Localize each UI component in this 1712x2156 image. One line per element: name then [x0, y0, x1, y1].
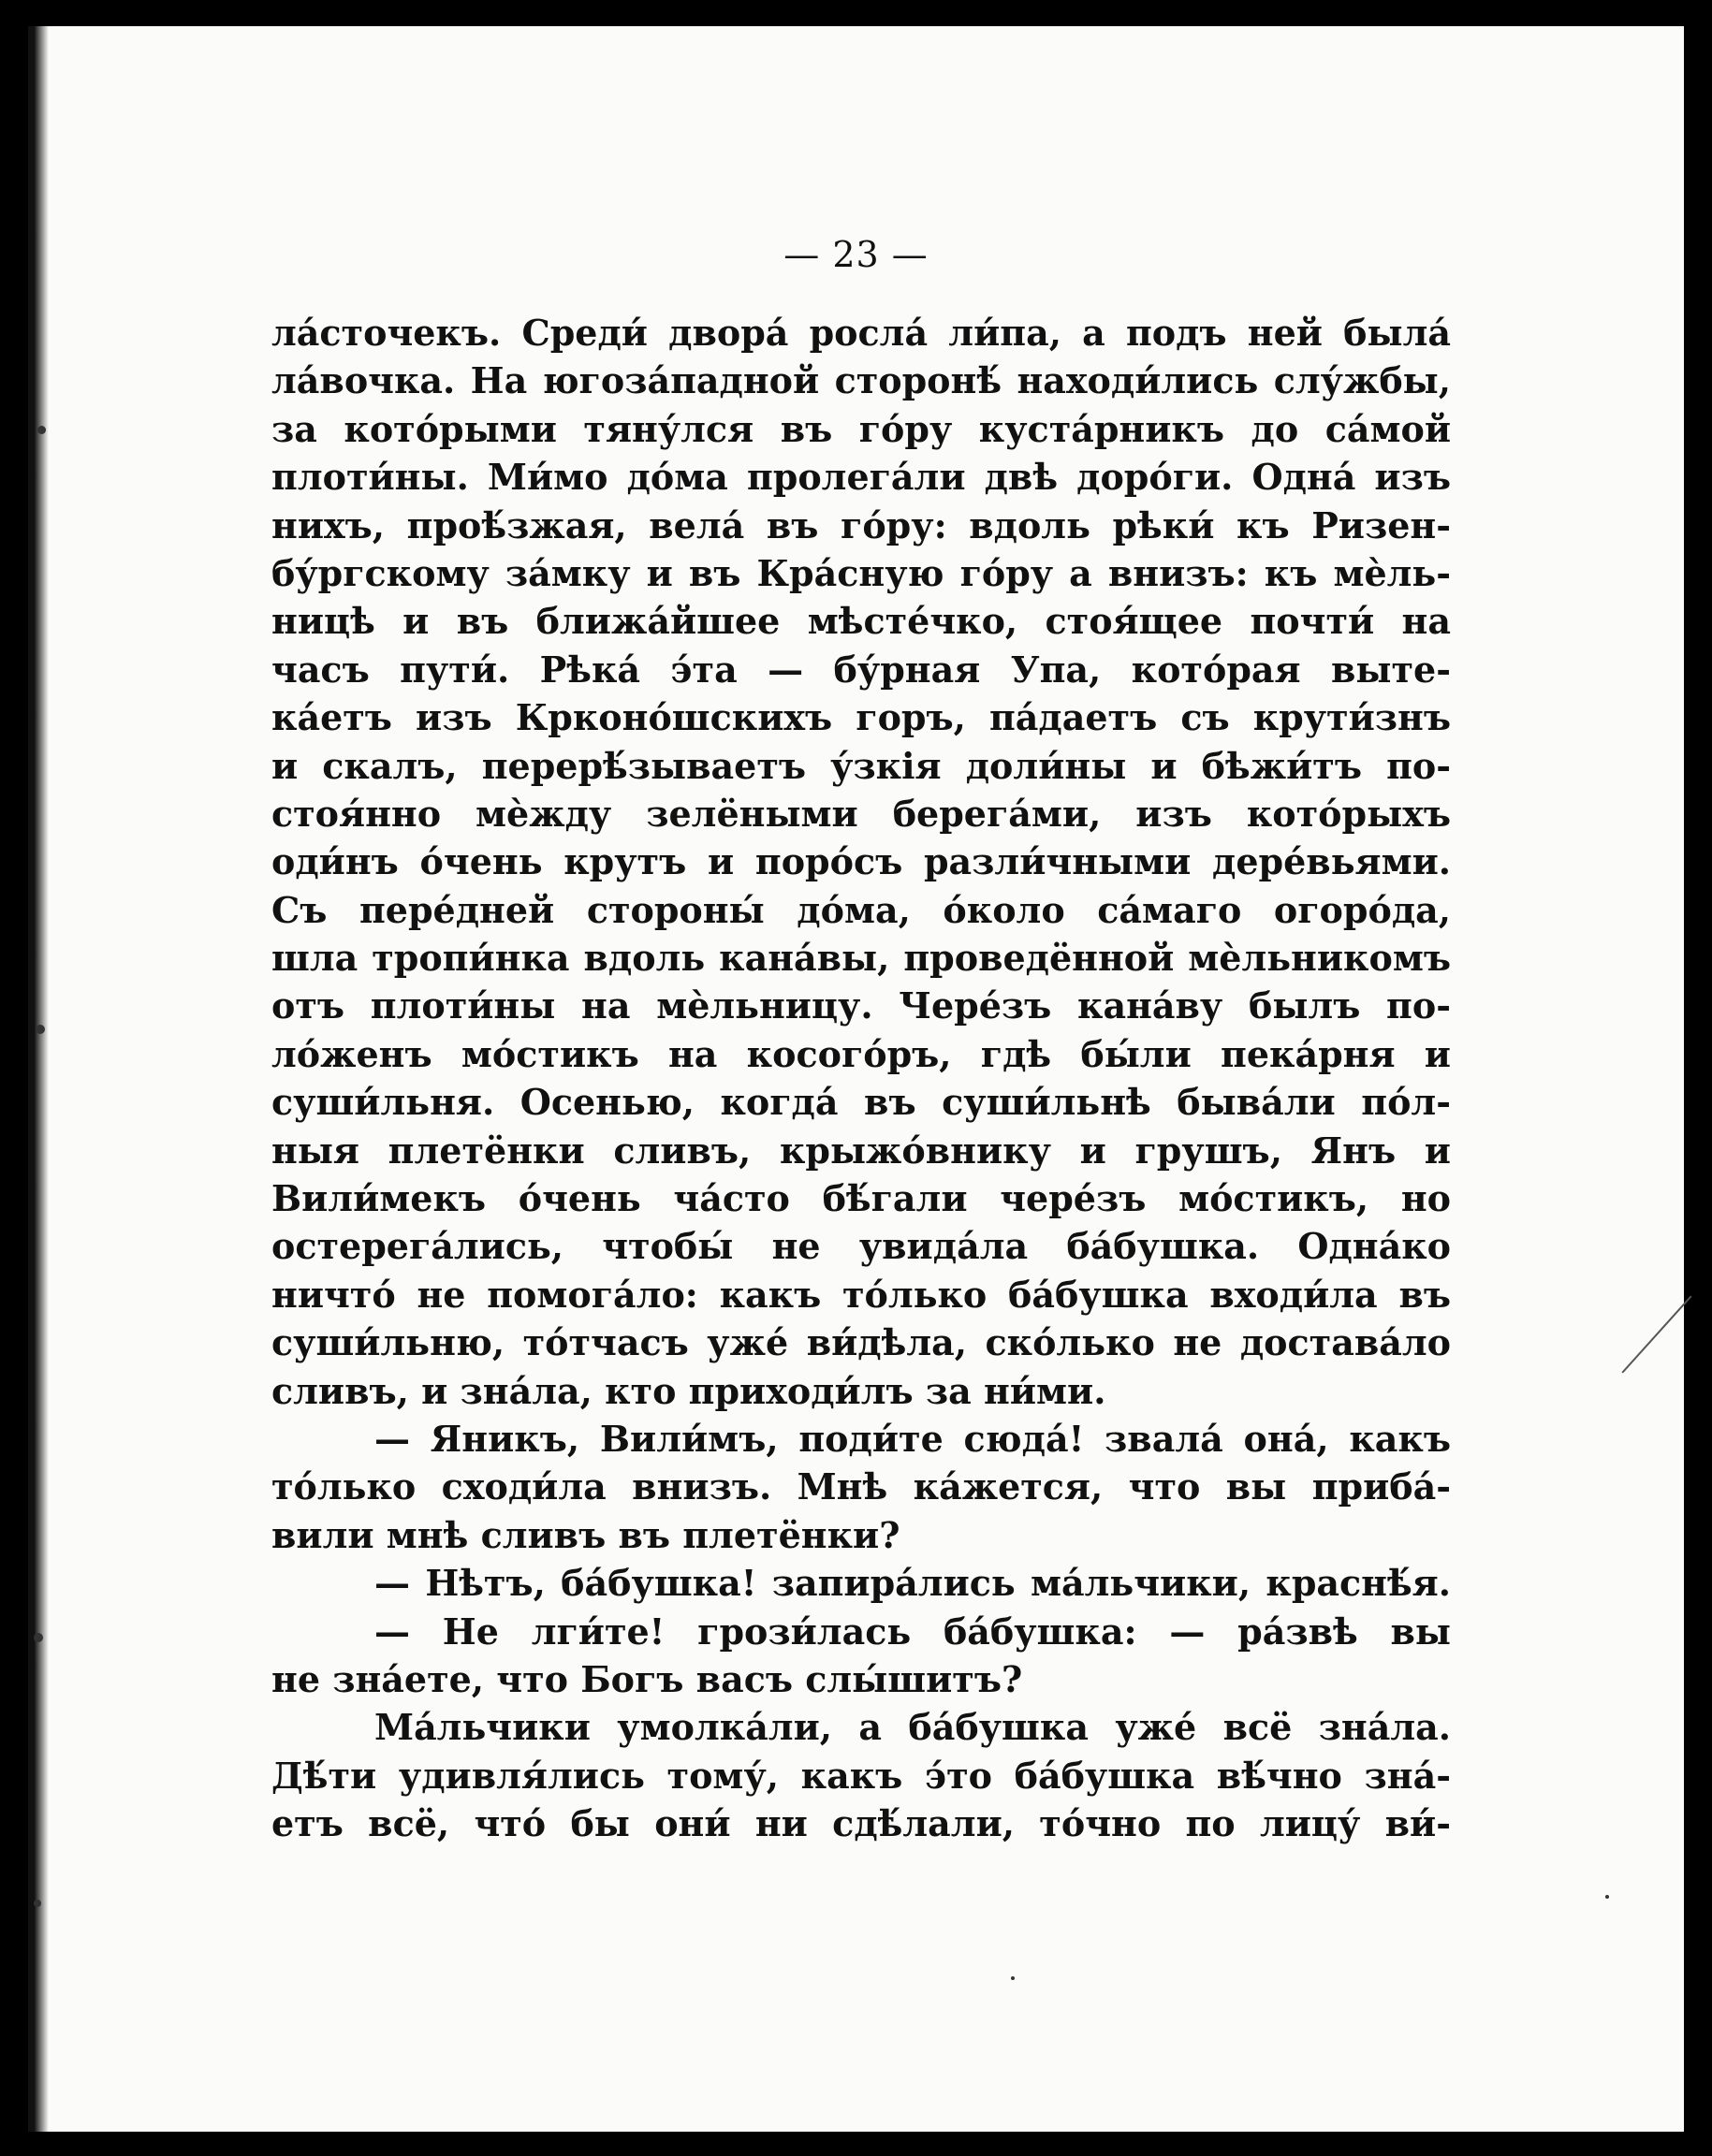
- spine-mark: [30, 1029, 34, 1142]
- text-line: часъ пути́. Рѣка́ э́та — бу́рная Упа, кото́рая выте-: [271, 648, 1451, 691]
- text-line: Вили́мекъ о́чень ча́сто бѣ́гали чере́зъ мо́стикъ, но: [271, 1177, 1451, 1220]
- scan-speck: [34, 1633, 43, 1642]
- text-line: суши́льня. Осенью, когда́ въ суши́льнѣ быва́ли по́л-: [271, 1081, 1451, 1124]
- scan-speck: [36, 1025, 45, 1034]
- text-line: шла тропи́нка вдоль кана́вы, проведённой мѐльникомъ: [271, 937, 1451, 980]
- text-line: оди́нъ о́чень крутъ и поро́съ разли́чными дере́вьями.: [271, 840, 1451, 883]
- text-line: остерега́лись, чтобы́ не увида́ла ба́бушка. Одна́ко: [271, 1225, 1451, 1268]
- scan-speck: [34, 1900, 41, 1907]
- text-line: Дѣ́ти удивля́лись тому́, какъ э́то ба́бушка вѣ́чно зна́-: [271, 1754, 1451, 1797]
- scan-right-border: [1684, 0, 1712, 2156]
- body-text: [271, 309, 1451, 1848]
- scan-bottom-border: [0, 2132, 1712, 2156]
- text-line: ницѣ и въ ближа́йшее мѣсте́чко, стоя́щее почти́ на: [271, 600, 1451, 643]
- spine-mark: [30, 197, 34, 412]
- scan-speck: [1011, 1976, 1015, 1980]
- text-line: отъ плоти́ны на мѐльницу. Чере́зъ кана́ву былъ по-: [271, 984, 1451, 1027]
- text-line: вили мнѣ сливъ въ плетёнки?: [271, 1513, 900, 1556]
- scan-top-border: [0, 0, 1712, 26]
- text-line: не зна́ете, что Богъ васъ слы́шитъ?: [271, 1657, 1023, 1700]
- scan-speck: [1605, 1895, 1609, 1899]
- text-line: стоя́нно мѐжду зелёными берега́ми, изъ кото́рыхъ: [271, 792, 1451, 835]
- page-number: — 23 —: [783, 234, 929, 275]
- text-line: и скалъ, перерѣ́зываетъ у́зкія доли́ны и бѣжи́тъ по-: [271, 744, 1451, 787]
- text-line: ла́сточекъ. Среди́ двора́ росла́ ли́па, а подъ ней была́: [271, 312, 1451, 354]
- text-line: ничто́ не помога́ло: какъ то́лько ба́бушка входи́ла въ: [271, 1273, 1451, 1316]
- text-line: Ма́льчики умолка́ли, а ба́бушка уже́ всё зна́ла.: [374, 1706, 1451, 1749]
- text-line: ка́етъ изъ Крконо́шскихъ горъ, па́даетъ съ крути́знъ: [271, 696, 1451, 739]
- spine-mark: [30, 1160, 34, 1610]
- text-line: за кото́рыми тяну́лся въ го́ру куста́рникъ до са́мой: [271, 407, 1451, 450]
- text-line: то́лько сходи́ла внизъ. Мнѣ ка́жется, что вы приба́-: [271, 1465, 1451, 1508]
- spine-mark: [30, 1918, 34, 1956]
- spine-mark: [30, 426, 34, 1006]
- text-line: плоти́ны. Ми́мо до́ма пролега́ли двѣ доро́ги. Одна́ изъ: [271, 456, 1451, 499]
- text-line: нихъ, проѣ́зжая, вела́ въ го́ру: вдоль рѣки́ къ Ризен-: [271, 503, 1451, 546]
- text-line: бу́ргскому за́мку и въ Кра́сную го́ру а внизъ: къ мѐль-: [271, 551, 1451, 594]
- scan-speck: [37, 426, 46, 434]
- text-line: ла́вочка. На югоза́падной сторонѣ́ находи́лись слу́жбы,: [271, 359, 1451, 402]
- text-line: — Яникъ, Вили́мъ, поди́те сюда́! звала́ она́, какъ: [374, 1417, 1451, 1460]
- text-line: — Нѣтъ, ба́бушка! запира́лись ма́льчики, краснѣ́я.: [374, 1562, 1451, 1605]
- text-line: ло́женъ мо́стикъ на косого́ръ, гдѣ бы́ли пека́рня и: [271, 1032, 1451, 1075]
- spine-mark: [30, 1647, 34, 1909]
- text-line: сливъ, и зна́ла, кто приходи́лъ за ни́ми.: [271, 1369, 1106, 1412]
- text-line: ныя плетёнки сливъ, крыжо́внику и грушъ, Янъ и: [271, 1129, 1451, 1172]
- text-line: суши́льню, то́тчасъ уже́ ви́дѣла, ско́лько не достава́ло: [271, 1321, 1451, 1364]
- text-line: Съ пере́дней стороны́ до́ма, о́коло са́маго огоро́да,: [271, 888, 1451, 931]
- spine-mark: [30, 37, 34, 178]
- text-line: — Не лги́те! грози́лась ба́бушка: — ра́звѣ вы: [374, 1610, 1451, 1653]
- text-line: етъ всё, что́ бы они́ ни сдѣ́лали, то́чно по лицу́ ви́-: [271, 1802, 1451, 1845]
